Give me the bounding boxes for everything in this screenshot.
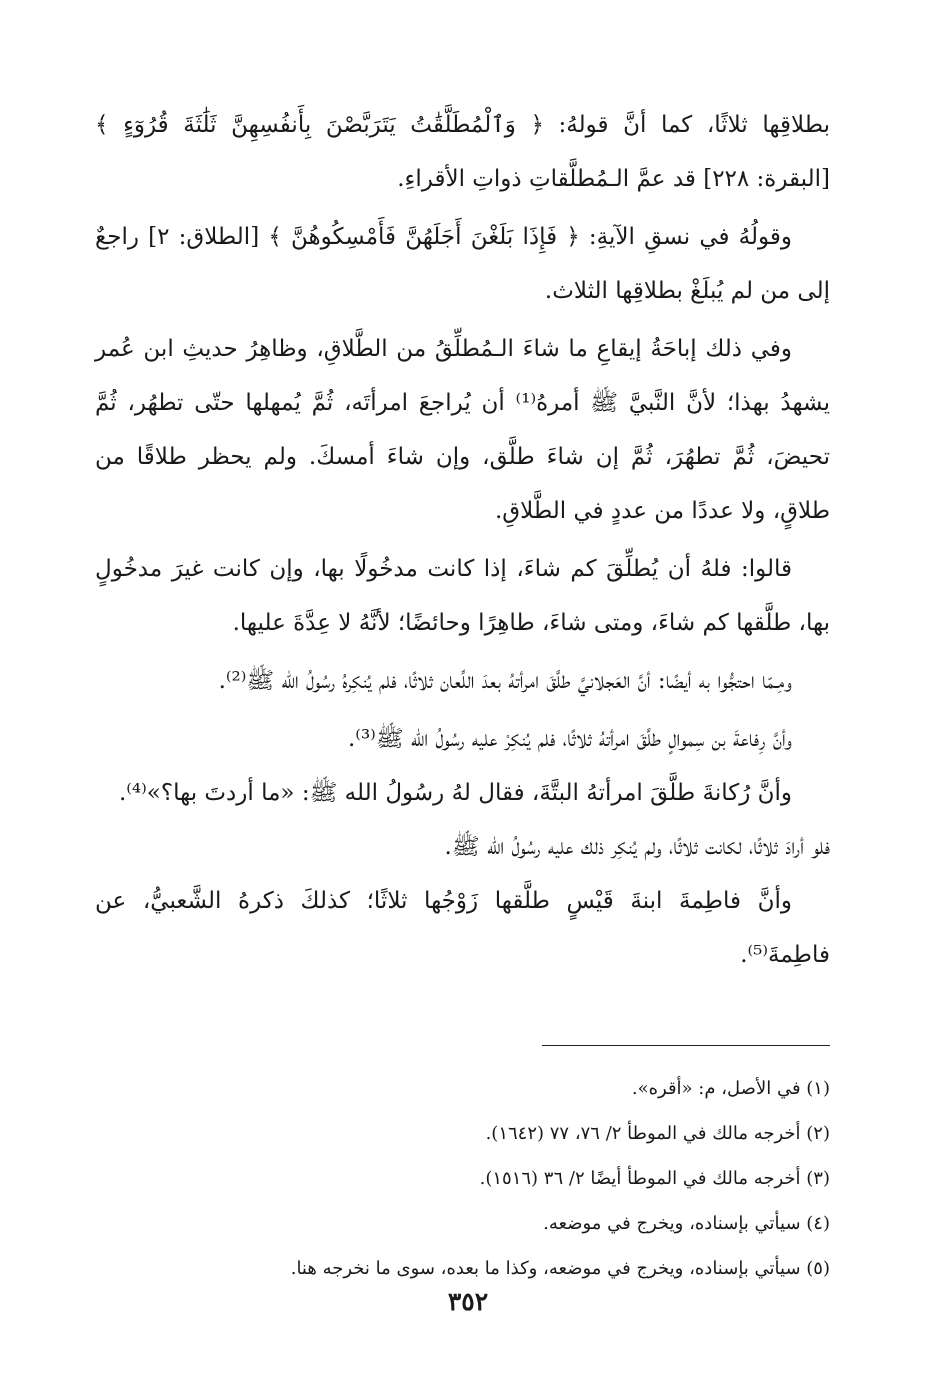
paragraph-7: وأنَّ رُكانةَ طلَّقَ امرأتهُ البتَّةَ، فقال لهُ رسُولُ الله ﷺ: «ما أردتَ بها؟»⁽⁴⁾. xyxy=(118,780,792,806)
paragraph-2: وقولُهُ في نسقِ الآيةِ: ﴿ فَإِذَا بَلَغْنَ أَجَلَهُنَّ فَأَمْسِكُوهُنَّ ﴾ [الطلاق: ٢] راجعٌ إلى من لم يُبلَغْ بطلاقِها الثلاث. xyxy=(95,224,830,304)
paragraph-3: وفي ذلك إباحَةُ إيقاعِ ما شاءَ الـمُطلِّقُ من الطَّلاقِ، وظاهِرُ حديثِ ابن عُمر يشهدُ بهذا؛ لأنَّ النَّبيَّ ﷺ أمرهُ⁽¹⁾ أن يُراجعَ امرأتَه، ثُمَّ يُمهلها حتّى تطهُر، ثُمَّ تحيضَ، ثُمَّ تطهُرَ، ثُمَّ إن شاءَ طلَّق، وإن شاءَ أمسكَ. ولم يحظر طلاقًا من طلاقٍ، ولا عددًا من عددٍ في الطَّلاقِ. xyxy=(95,336,830,524)
footnotes xyxy=(95,1066,830,1291)
footnote-3: (٣) أخرجه مالك في الموطأ أيضًا ٢/ ٣٦ (١٥١٦). xyxy=(479,1168,830,1189)
paragraph-5: ومِـمّا احتجُّوا به أيضًا: أنَّ العَجلانيَّ طلَّقَ امرأتهُ بعدَ اللِّعان ثلاثًا، فلم يُنكِرهُ رسُولُ الله ﷺ⁽²⁾. xyxy=(218,668,792,694)
paragraph-9: وأنَّ فاطِمةَ ابنةَ قَيْسٍ طلَّقها زَوْجُها ثلاثًا؛ كذلكَ ذكرهُ الشَّعبيُّ، عن فاطِمةَ⁽⁵⁾. xyxy=(95,888,830,968)
footnote-4: (٤) سيأتي بإسناده، ويخرج في موضعه. xyxy=(543,1213,830,1234)
footnote-2: (٢) أخرجه مالك في الموطأ ٢/ ٧٦، ٧٧ (١٦٤٢). xyxy=(485,1123,830,1144)
main-text xyxy=(95,98,830,982)
paragraph-4: قالوا: فلهُ أن يُطلِّقَ كم شاءَ، إذا كانت مدخُولًا بها، وإن كانت غيرَ مدخُولٍ بها، طلَّقها كم شاءَ، ومتى شاءَ، طاهِرًا وحائضًا؛ لأنَّهُ لا عِدَّةَ عليها. xyxy=(95,556,830,636)
paragraph-6: وأنَّ رِفاعةَ بن سِموالٍ طلَّقَ امرأتهُ ثلاثًا، فلم يُنكِرْ عليه رسُولُ الله ﷺ⁽³⁾. xyxy=(347,726,792,752)
footnote-5: (٥) سيأتي بإسناده، ويخرج في موضعه، وكذا ما بعده، سوى ما نخرجه هنا. xyxy=(290,1258,830,1279)
paragraph-8: فلو أرادَ ثلاثًا، لكانت ثلاثًا، ولم يُنكِر ذلك عليه رسُولُ الله ﷺ. xyxy=(444,834,830,860)
footnote-divider xyxy=(542,1045,830,1046)
paragraph-1: بطلاقِها ثلاثًا، كما أنَّ قولهُ: ﴿ وَٱلْمُطَلَّقَٰتُ يَتَرَبَّصْنَ بِأَنفُسِهِنَّ ثَلَٰثَةَ قُرُوٓءٍ ﴾ [البقرة: ٢٢٨] قد عمَّ الـمُطلَّقاتِ ذواتِ الأقراءِ. xyxy=(95,112,830,192)
footnote-1: (١) في الأصل، م: «أقره». xyxy=(631,1078,830,1099)
page-number: ٣٥٢ xyxy=(447,1287,489,1316)
